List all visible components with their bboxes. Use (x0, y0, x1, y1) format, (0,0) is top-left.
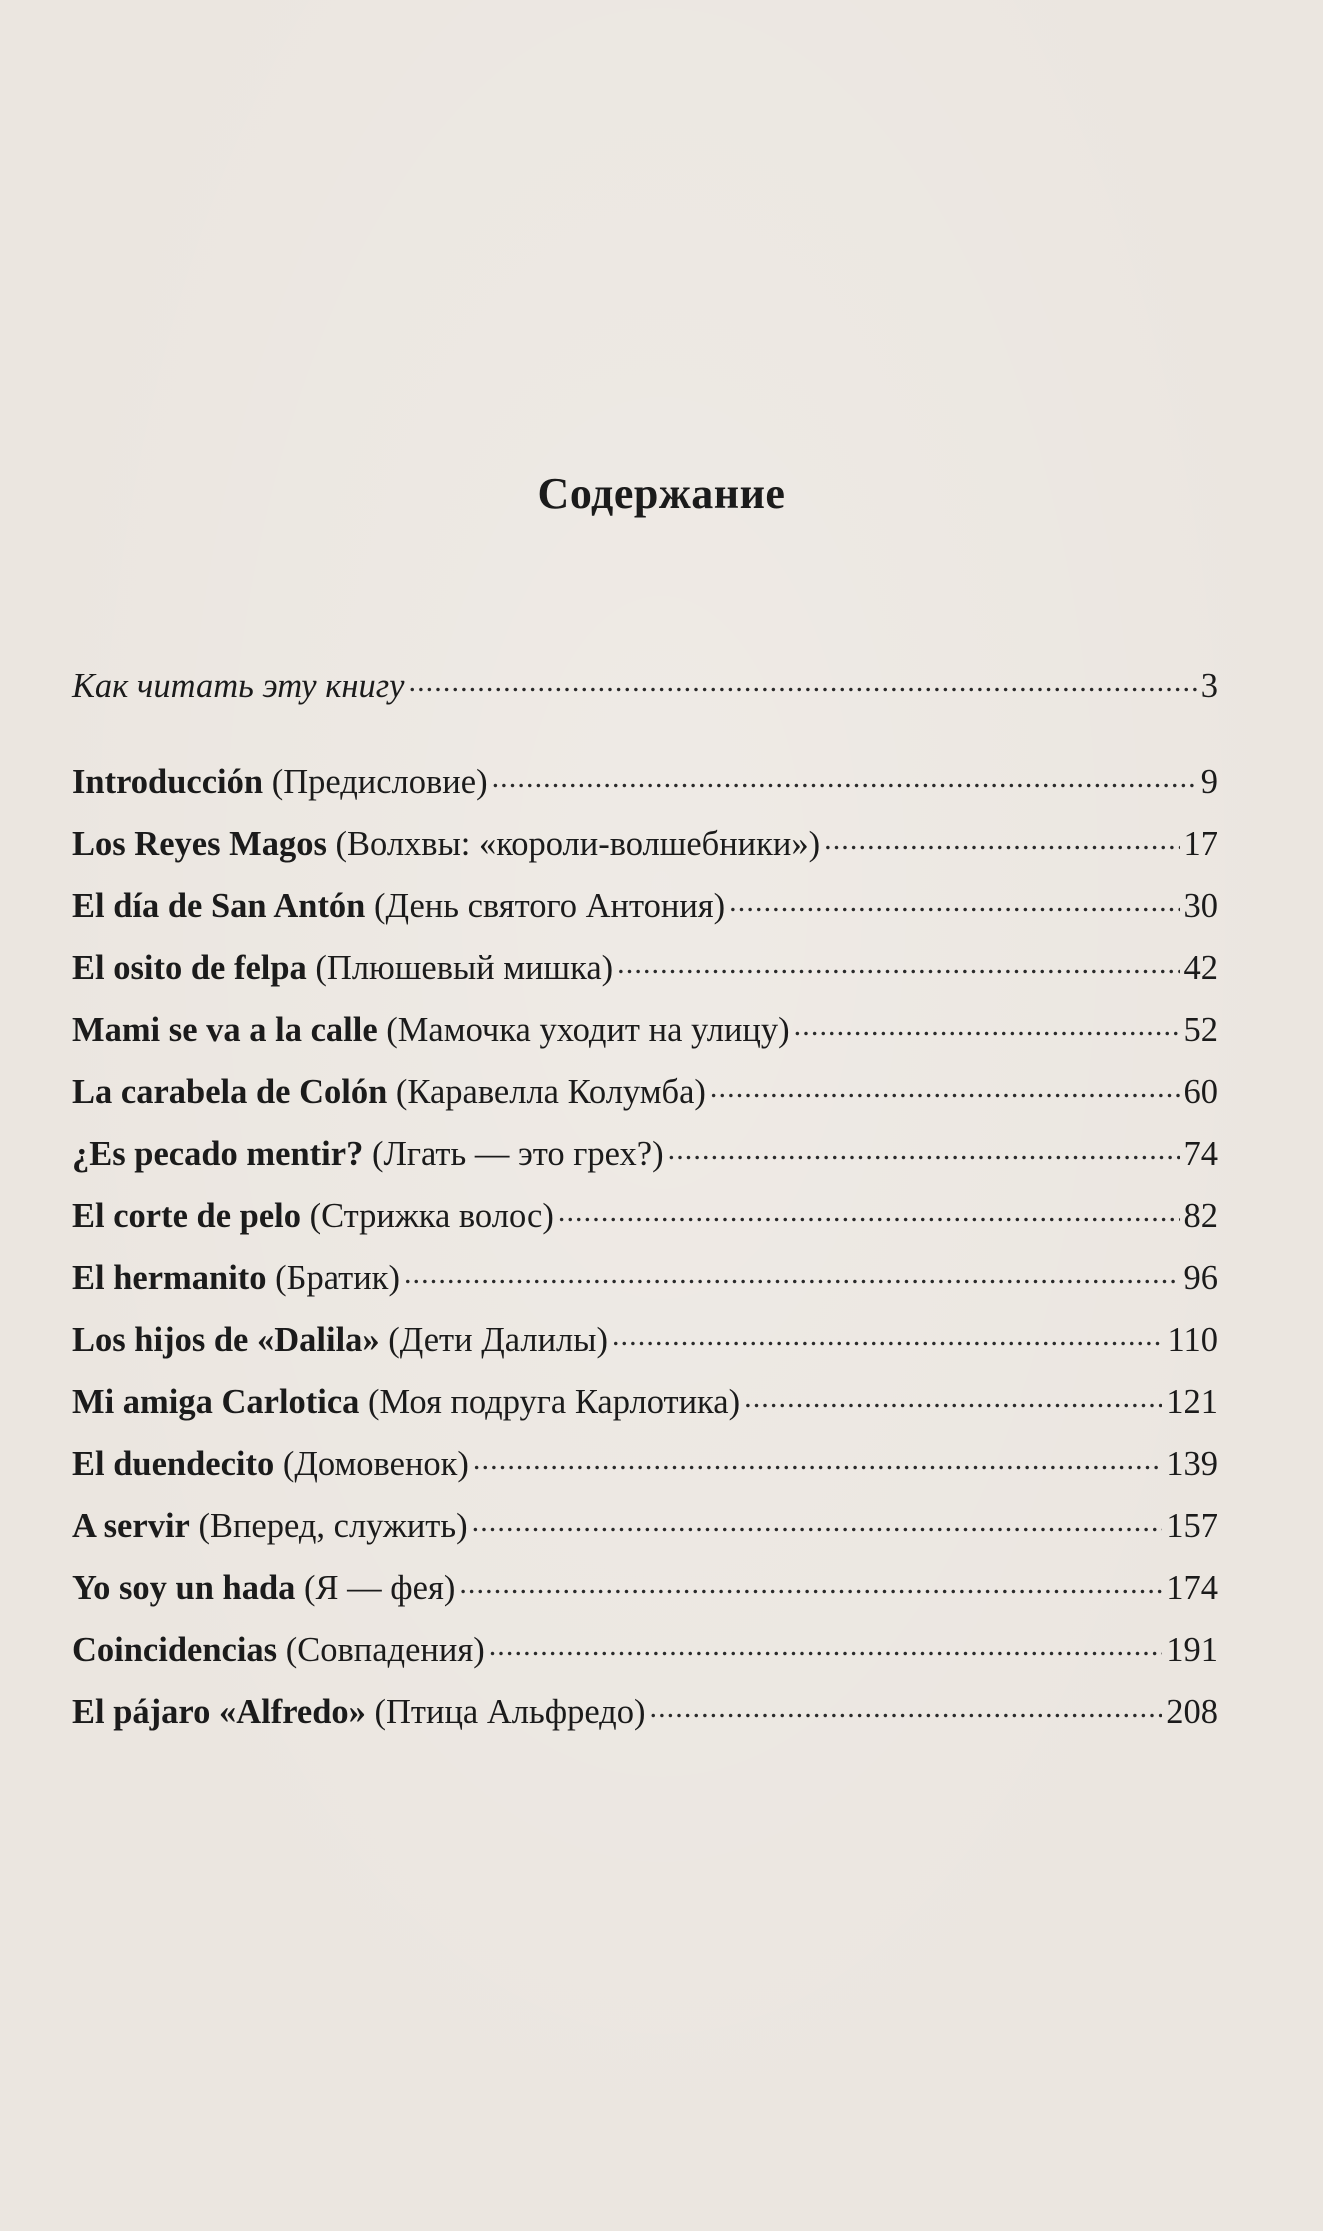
table-of-contents (72, 662, 1218, 1750)
toc-entry (72, 1130, 1218, 1192)
toc-entry-spanish-title: El corte de pelo (72, 1196, 301, 1235)
dot-leader (744, 1378, 1162, 1413)
toc-entry-russian-title: (Дети Далилы) (388, 1320, 608, 1359)
toc-entry-spanish-title: Los Reyes Magos (72, 824, 327, 863)
toc-entry-intro (72, 662, 1218, 724)
toc-entry (72, 1192, 1218, 1254)
dot-leader (472, 1502, 1163, 1537)
toc-entry-title (72, 1507, 468, 1546)
toc-entry (72, 1626, 1218, 1688)
toc-entry-title (72, 1445, 469, 1484)
toc-entry (72, 820, 1218, 882)
toc-entry (72, 882, 1218, 944)
toc-page-number: 110 (1167, 1320, 1218, 1359)
toc-entry-russian-title: (Моя подруга Карлотика) (368, 1382, 741, 1421)
toc-entry-spanish-title: El duendecito (72, 1444, 275, 1483)
dot-leader (404, 1254, 1180, 1289)
toc-entry-spanish-title: Los hijos de «Dalila» (72, 1320, 380, 1359)
toc-page-number: 191 (1166, 1630, 1218, 1669)
toc-page-number: 82 (1183, 1196, 1218, 1235)
dot-leader (492, 758, 1197, 793)
toc-entry-russian-title: (День святого Антония) (374, 886, 726, 925)
toc-page-number: 157 (1166, 1506, 1218, 1545)
toc-entry (72, 1316, 1218, 1378)
dot-leader (558, 1192, 1180, 1227)
toc-entry-spanish-title: El pájaro «Alfredo» (72, 1692, 366, 1731)
toc-entry-title (72, 1383, 740, 1422)
toc-entry-spanish-title: Mami se va a la calle (72, 1010, 378, 1049)
toc-entry-russian-title: (Братик) (275, 1258, 400, 1297)
toc-page-number: 42 (1183, 948, 1218, 987)
toc-entry-russian-title: (Мамочка уходит на улицу) (386, 1010, 790, 1049)
dot-leader (824, 820, 1179, 855)
toc-page-number: 208 (1166, 1692, 1218, 1731)
toc-entry-title (72, 949, 613, 988)
toc-entry-russian-title: (Предисловие) (271, 762, 488, 801)
toc-entry-title (72, 1011, 790, 1050)
toc-entry-spanish-title: Introducción (72, 762, 264, 801)
dot-leader (473, 1440, 1162, 1475)
dot-leader (617, 944, 1179, 979)
toc-entry (72, 758, 1218, 820)
toc-entry-russian-title: (Плюшевый мишка) (315, 948, 614, 987)
toc-entry-title: Как читать эту книгу (72, 666, 405, 705)
toc-page-number: 139 (1166, 1444, 1218, 1483)
toc-entry-title (72, 1259, 400, 1298)
toc-entry-title (72, 763, 488, 802)
toc-entry-russian-title: (Совпадения) (285, 1630, 485, 1669)
toc-entry-russian-title: (Волхвы: «короли-волшебники») (335, 824, 821, 863)
toc-entry-russian-title: (Стрижка волос) (309, 1196, 554, 1235)
toc-page-number: 30 (1183, 886, 1218, 925)
toc-entry (72, 1378, 1218, 1440)
dot-leader (408, 662, 1196, 697)
toc-entry-russian-title: (Я — фея) (304, 1568, 456, 1607)
toc-page-number: 74 (1183, 1134, 1218, 1173)
toc-entry (72, 1254, 1218, 1316)
toc-entry-spanish-title: La carabela de Colón (72, 1072, 388, 1111)
toc-entry-title (72, 1631, 485, 1670)
toc-entry (72, 1502, 1218, 1564)
dot-leader (794, 1006, 1180, 1041)
toc-entry-spanish-title: Mi amiga Carlotica (72, 1382, 360, 1421)
toc-entry (72, 1068, 1218, 1130)
toc-entry-title (72, 1135, 664, 1174)
toc-entries (72, 758, 1218, 1750)
toc-entry-russian-title: (Каравелла Колумба) (395, 1072, 706, 1111)
toc-entry (72, 1688, 1218, 1750)
toc-entry (72, 1564, 1218, 1626)
toc-entry-russian-title: (Вперед, служить) (198, 1506, 468, 1545)
dot-leader (668, 1130, 1180, 1165)
toc-entry-spanish-title: Yo soy un hada (72, 1568, 296, 1607)
dot-leader (489, 1626, 1163, 1661)
toc-entry (72, 1440, 1218, 1502)
toc-entry (72, 1006, 1218, 1068)
toc-entry-spanish-title: ¿Es pecado mentir? (72, 1134, 364, 1173)
toc-entry-russian-title: (Домовенок) (282, 1444, 469, 1483)
toc-entry-spanish-title: El hermanito (72, 1258, 267, 1297)
dot-leader (459, 1564, 1162, 1599)
toc-entry-spanish-title: El día de San Antón (72, 886, 366, 925)
toc-entry-title (72, 1197, 554, 1236)
dot-leader (729, 882, 1179, 917)
toc-page-number: 52 (1183, 1010, 1218, 1049)
toc-entry-title (72, 1569, 455, 1608)
toc-page-number: 174 (1166, 1568, 1218, 1607)
dot-leader (649, 1688, 1162, 1723)
toc-entry-title (72, 825, 820, 864)
toc-entry-spanish-title: El osito de felpa (72, 948, 307, 987)
toc-entry-spanish-title: A servir (72, 1506, 190, 1545)
toc-page-number: 9 (1200, 762, 1218, 801)
toc-entry (72, 944, 1218, 1006)
toc-entry-spanish-title: Coincidencias (72, 1630, 278, 1669)
toc-entry-russian-title: (Птица Альфредо) (374, 1692, 646, 1731)
toc-entry-russian-title: (Лгать — это грех?) (371, 1134, 664, 1173)
toc-page-number: 121 (1166, 1382, 1218, 1421)
toc-entry-title (72, 1073, 706, 1112)
dot-leader (710, 1068, 1180, 1103)
toc-page-number: 3 (1200, 666, 1218, 705)
toc-page-number: 17 (1183, 824, 1218, 863)
toc-entry-title (72, 1321, 608, 1360)
toc-page-number: 60 (1183, 1072, 1218, 1111)
toc-entry-title (72, 1693, 645, 1732)
toc-entry-title (72, 887, 725, 926)
toc-page-number: 96 (1183, 1258, 1218, 1297)
dot-leader (612, 1316, 1164, 1351)
page-title: Содержание (537, 469, 786, 518)
